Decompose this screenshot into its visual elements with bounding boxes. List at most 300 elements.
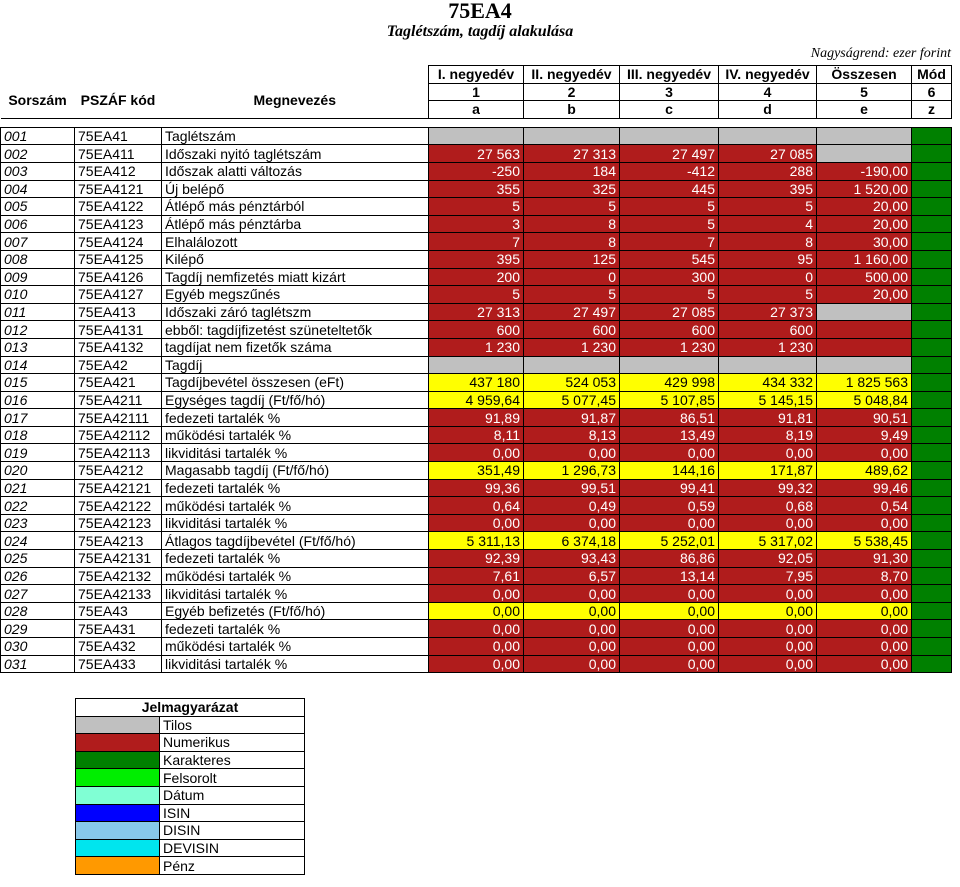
row-number: 027 [1, 585, 75, 603]
value-cell[interactable]: 0,00 [719, 638, 817, 656]
table-row [1, 655, 952, 673]
mode-cell[interactable] [912, 409, 952, 427]
mode-cell[interactable] [912, 532, 952, 550]
table-row [1, 145, 952, 163]
row-name: működési tartalék % [162, 567, 429, 585]
col-header-q2: II. negyedév [524, 66, 620, 84]
row-code: 75EA4211 [75, 391, 162, 409]
value-cell[interactable]: 0,00 [719, 444, 817, 462]
row-name: Új belépő [162, 180, 429, 198]
value-cell[interactable]: 0,00 [620, 620, 719, 638]
table-row [1, 127, 952, 145]
value-cell[interactable] [817, 321, 912, 339]
mode-cell[interactable] [912, 268, 952, 286]
value-cell[interactable]: 0,00 [620, 585, 719, 603]
value-cell[interactable]: 489,62 [817, 462, 912, 480]
legend-label: Numerikus [160, 734, 305, 752]
value-cell[interactable]: 1 520,00 [817, 180, 912, 198]
row-name: fedezeti tartalék % [162, 409, 429, 427]
value-cell [429, 356, 524, 374]
row-code: 75EA4124 [75, 233, 162, 251]
row-number: 019 [1, 444, 75, 462]
value-cell [817, 303, 912, 321]
mode-cell[interactable] [912, 655, 952, 673]
table-row [1, 233, 952, 251]
value-cell[interactable]: 27 085 [719, 145, 817, 163]
value-cell[interactable]: 0,00 [524, 514, 620, 532]
value-cell [620, 127, 719, 145]
value-cell[interactable]: 5 [620, 286, 719, 304]
row-code: 75EA42112 [75, 426, 162, 444]
mode-cell[interactable] [912, 321, 952, 339]
value-cell[interactable]: 5 [620, 215, 719, 233]
value-cell[interactable]: 4 [719, 215, 817, 233]
value-cell[interactable]: 92,05 [719, 550, 817, 568]
value-cell[interactable]: 500,00 [817, 268, 912, 286]
value-cell[interactable]: -190,00 [817, 162, 912, 180]
mode-cell[interactable] [912, 180, 952, 198]
row-number: 014 [1, 356, 75, 374]
mode-cell[interactable] [912, 233, 952, 251]
value-cell[interactable]: -412 [620, 162, 719, 180]
row-code: 75EA421 [75, 374, 162, 392]
value-cell[interactable]: 27 497 [620, 145, 719, 163]
row-number: 018 [1, 426, 75, 444]
value-cell[interactable]: 184 [524, 162, 620, 180]
mode-cell[interactable] [912, 250, 952, 268]
col-number: 6 [912, 83, 952, 101]
row-number: 020 [1, 462, 75, 480]
value-cell[interactable]: 5 107,85 [620, 391, 719, 409]
value-cell[interactable]: 91,30 [817, 550, 912, 568]
table-row [1, 250, 952, 268]
row-number: 009 [1, 268, 75, 286]
value-cell[interactable]: 5 [620, 198, 719, 216]
value-cell[interactable]: 1 230 [429, 338, 524, 356]
row-name: Magasabb tagdíj (Ft/fő/hó) [162, 462, 429, 480]
mode-cell[interactable] [912, 497, 952, 515]
value-cell[interactable]: 91,81 [719, 409, 817, 427]
value-cell[interactable]: 0,00 [524, 655, 620, 673]
mode-cell[interactable] [912, 127, 952, 145]
value-cell[interactable]: 7 [620, 233, 719, 251]
value-cell[interactable]: 20,00 [817, 215, 912, 233]
mode-cell[interactable] [912, 550, 952, 568]
row-code: 75EA42 [75, 356, 162, 374]
row-number: 030 [1, 638, 75, 656]
col-number: 1 [429, 83, 524, 101]
value-cell[interactable]: 200 [429, 268, 524, 286]
value-cell[interactable]: 4 959,64 [429, 391, 524, 409]
legend-item [76, 751, 305, 769]
value-cell[interactable]: 0,00 [817, 585, 912, 603]
legend-swatch [76, 804, 160, 822]
col-header-row-no: Sorszám [1, 83, 75, 118]
value-cell[interactable]: 0,00 [817, 602, 912, 620]
value-cell[interactable]: 3 [429, 215, 524, 233]
value-cell[interactable]: 27 313 [524, 145, 620, 163]
value-cell[interactable]: 288 [719, 162, 817, 180]
table-row [1, 602, 952, 620]
row-number: 007 [1, 233, 75, 251]
value-cell[interactable]: 0,00 [620, 638, 719, 656]
col-letter: d [719, 101, 817, 119]
value-cell[interactable]: 5 077,45 [524, 391, 620, 409]
value-cell[interactable]: 600 [719, 321, 817, 339]
value-cell[interactable]: 27 497 [524, 303, 620, 321]
row-code: 75EA4131 [75, 321, 162, 339]
value-cell[interactable]: 5 [524, 198, 620, 216]
value-cell[interactable]: 545 [620, 250, 719, 268]
row-name: Időszaki záró taglétszm [162, 303, 429, 321]
row-code: 75EA42133 [75, 585, 162, 603]
value-cell[interactable]: 13,14 [620, 567, 719, 585]
value-cell[interactable]: 9,49 [817, 426, 912, 444]
value-cell[interactable]: 125 [524, 250, 620, 268]
row-code: 75EA42131 [75, 550, 162, 568]
value-cell[interactable]: 20,00 [817, 198, 912, 216]
row-number: 012 [1, 321, 75, 339]
table-row [1, 162, 952, 180]
unit-note: Nagyságrend: ezer forint [810, 46, 951, 61]
value-cell[interactable]: 429 998 [620, 374, 719, 392]
value-cell[interactable]: 355 [429, 180, 524, 198]
table-row [1, 620, 952, 638]
row-name: Tagdíjbevétel összesen (eFt) [162, 374, 429, 392]
value-cell[interactable]: 445 [620, 180, 719, 198]
mode-cell[interactable] [912, 162, 952, 180]
value-cell[interactable]: 92,39 [429, 550, 524, 568]
value-cell[interactable]: 1 160,00 [817, 250, 912, 268]
value-cell[interactable]: 0,00 [429, 602, 524, 620]
page-subtitle: Taglétszám, tagdíj alakulása [386, 23, 574, 40]
value-cell [524, 127, 620, 145]
value-cell [719, 356, 817, 374]
legend-label: ISIN [160, 804, 305, 822]
value-cell[interactable]: 1 230 [524, 338, 620, 356]
legend-label: Dátum [160, 786, 305, 804]
mode-cell[interactable] [912, 426, 952, 444]
value-cell[interactable]: 5 311,13 [429, 532, 524, 550]
value-cell[interactable]: 0,54 [817, 497, 912, 515]
row-code: 75EA42122 [75, 497, 162, 515]
value-cell[interactable]: 524 053 [524, 374, 620, 392]
value-cell[interactable]: 8,19 [719, 426, 817, 444]
value-cell[interactable]: 325 [524, 180, 620, 198]
value-cell[interactable]: 27 313 [429, 303, 524, 321]
value-cell [524, 356, 620, 374]
value-cell[interactable]: 86,86 [620, 550, 719, 568]
row-code: 75EA413 [75, 303, 162, 321]
value-cell[interactable]: 99,46 [817, 479, 912, 497]
value-cell[interactable]: 99,32 [719, 479, 817, 497]
header-row-quarters [1, 66, 952, 84]
value-cell[interactable]: 5 048,84 [817, 391, 912, 409]
value-cell[interactable]: 7 [429, 233, 524, 251]
table-row [1, 391, 952, 409]
value-cell[interactable]: 7,95 [719, 567, 817, 585]
col-header-total: Összesen [817, 66, 912, 84]
row-name: Kilépő [162, 250, 429, 268]
col-number: 2 [524, 83, 620, 101]
col-header-q1: I. negyedév [429, 66, 524, 84]
value-cell[interactable]: 0,00 [719, 514, 817, 532]
row-name: likviditási tartalék % [162, 444, 429, 462]
row-code: 75EA432 [75, 638, 162, 656]
value-cell[interactable]: 0,49 [524, 497, 620, 515]
value-cell[interactable]: 171,87 [719, 462, 817, 480]
row-code: 75EA433 [75, 655, 162, 673]
value-cell[interactable]: 600 [620, 321, 719, 339]
value-cell[interactable]: 0,00 [719, 620, 817, 638]
value-cell[interactable]: 0,00 [620, 655, 719, 673]
value-cell[interactable]: 5 317,02 [719, 532, 817, 550]
value-cell[interactable]: 27 373 [719, 303, 817, 321]
row-code: 75EA42123 [75, 514, 162, 532]
legend-swatch [76, 751, 160, 769]
mode-cell[interactable] [912, 356, 952, 374]
value-cell [620, 356, 719, 374]
mode-cell[interactable] [912, 620, 952, 638]
table-row [1, 215, 952, 233]
col-number: 3 [620, 83, 719, 101]
value-cell[interactable] [817, 338, 912, 356]
row-number: 021 [1, 479, 75, 497]
value-cell[interactable]: 5 252,01 [620, 532, 719, 550]
row-number: 022 [1, 497, 75, 515]
value-cell[interactable]: 27 563 [429, 145, 524, 163]
value-cell[interactable]: 0,00 [429, 585, 524, 603]
value-cell[interactable]: 300 [620, 268, 719, 286]
value-cell[interactable]: 27 085 [620, 303, 719, 321]
col-number: 5 [817, 83, 912, 101]
mode-cell[interactable] [912, 145, 952, 163]
value-cell[interactable]: 13,49 [620, 426, 719, 444]
row-number: 010 [1, 286, 75, 304]
legend-label: Pénz [160, 857, 305, 875]
row-number: 003 [1, 162, 75, 180]
value-cell[interactable]: 7,61 [429, 567, 524, 585]
value-cell[interactable]: 99,36 [429, 479, 524, 497]
value-cell[interactable]: 0,00 [719, 602, 817, 620]
row-number: 017 [1, 409, 75, 427]
value-cell[interactable]: 93,43 [524, 550, 620, 568]
row-name: likviditási tartalék % [162, 514, 429, 532]
col-number: 4 [719, 83, 817, 101]
value-cell[interactable]: 0,00 [620, 602, 719, 620]
row-name: fedezeti tartalék % [162, 620, 429, 638]
value-cell[interactable]: 0,00 [429, 620, 524, 638]
value-cell[interactable]: 91,89 [429, 409, 524, 427]
value-cell[interactable]: 0,00 [817, 655, 912, 673]
value-cell[interactable]: 1 825 563 [817, 374, 912, 392]
value-cell[interactable]: 5 [429, 286, 524, 304]
row-name: Tagdíj [162, 356, 429, 374]
mode-cell[interactable] [912, 338, 952, 356]
value-cell[interactable]: 0,00 [620, 444, 719, 462]
value-cell[interactable]: 0 [719, 268, 817, 286]
value-cell[interactable]: 0 [524, 268, 620, 286]
value-cell[interactable]: 91,87 [524, 409, 620, 427]
value-cell[interactable]: 1 230 [719, 338, 817, 356]
row-name: fedezeti tartalék % [162, 479, 429, 497]
value-cell[interactable]: 5 [719, 198, 817, 216]
row-name: Egyéb befizetés (Ft/fő/hó) [162, 602, 429, 620]
row-number: 026 [1, 567, 75, 585]
legend-item [76, 734, 305, 752]
value-cell[interactable]: 0,00 [524, 585, 620, 603]
row-code: 75EA42111 [75, 409, 162, 427]
value-cell[interactable]: 8 [524, 233, 620, 251]
value-cell[interactable]: 99,51 [524, 479, 620, 497]
value-cell[interactable]: 8,11 [429, 426, 524, 444]
row-code: 75EA4213 [75, 532, 162, 550]
value-cell[interactable]: 437 180 [429, 374, 524, 392]
value-cell[interactable]: 351,49 [429, 462, 524, 480]
value-cell[interactable]: 20,00 [817, 286, 912, 304]
value-cell[interactable]: 0,00 [817, 620, 912, 638]
col-letter: b [524, 101, 620, 119]
mode-cell[interactable] [912, 567, 952, 585]
header-gap [1, 118, 952, 127]
row-number: 006 [1, 215, 75, 233]
value-cell[interactable]: 0,00 [429, 655, 524, 673]
row-code: 75EA4122 [75, 198, 162, 216]
value-cell[interactable]: 144,16 [620, 462, 719, 480]
table-row [1, 585, 952, 603]
value-cell[interactable]: 0,00 [719, 655, 817, 673]
table-row [1, 338, 952, 356]
value-cell[interactable]: 395 [719, 180, 817, 198]
row-number: 005 [1, 198, 75, 216]
row-number: 023 [1, 514, 75, 532]
value-cell[interactable]: 0,59 [620, 497, 719, 515]
row-code: 75EA4121 [75, 180, 162, 198]
value-cell[interactable]: 30,00 [817, 233, 912, 251]
row-number: 025 [1, 550, 75, 568]
legend-label: Tilos [160, 716, 305, 734]
table-row [1, 532, 952, 550]
table-row [1, 198, 952, 216]
value-cell[interactable]: 5 [524, 286, 620, 304]
value-cell[interactable]: 6,57 [524, 567, 620, 585]
value-cell[interactable]: 8,13 [524, 426, 620, 444]
row-number: 024 [1, 532, 75, 550]
value-cell [817, 356, 912, 374]
value-cell[interactable]: 0,00 [429, 444, 524, 462]
value-cell[interactable]: 5 [429, 198, 524, 216]
value-cell[interactable]: 0,00 [817, 638, 912, 656]
value-cell[interactable]: 5 538,45 [817, 532, 912, 550]
value-cell[interactable]: 1 296,73 [524, 462, 620, 480]
row-code: 75EA412 [75, 162, 162, 180]
value-cell [719, 127, 817, 145]
mode-cell[interactable] [912, 198, 952, 216]
row-code: 75EA4127 [75, 286, 162, 304]
row-number: 008 [1, 250, 75, 268]
value-cell[interactable]: 0,00 [524, 444, 620, 462]
value-cell[interactable]: 0,00 [429, 638, 524, 656]
data-table [0, 65, 952, 673]
mode-cell[interactable] [912, 303, 952, 321]
legend-swatch [76, 769, 160, 787]
table-row [1, 550, 952, 568]
value-cell[interactable]: 86,51 [620, 409, 719, 427]
value-cell[interactable]: 95 [719, 250, 817, 268]
value-cell[interactable]: 434 332 [719, 374, 817, 392]
table-row [1, 356, 952, 374]
mode-cell[interactable] [912, 585, 952, 603]
row-number: 011 [1, 303, 75, 321]
legend-table [75, 698, 305, 875]
row-code: 75EA42121 [75, 479, 162, 497]
value-cell[interactable]: -250 [429, 162, 524, 180]
value-cell[interactable]: 8 [719, 233, 817, 251]
mode-cell[interactable] [912, 514, 952, 532]
value-cell[interactable]: 0,00 [719, 585, 817, 603]
row-name: Elhalálozott [162, 233, 429, 251]
value-cell[interactable]: 0,64 [429, 497, 524, 515]
row-name: Tagdíj nemfizetés miatt kizárt [162, 268, 429, 286]
row-number: 001 [1, 127, 75, 145]
value-cell[interactable]: 0,00 [524, 638, 620, 656]
mode-cell[interactable] [912, 479, 952, 497]
row-number: 031 [1, 655, 75, 673]
value-cell[interactable]: 0,00 [429, 514, 524, 532]
mode-cell[interactable] [912, 638, 952, 656]
value-cell[interactable]: 0,00 [817, 444, 912, 462]
value-cell[interactable]: 90,51 [817, 409, 912, 427]
col-header-mode: Mód [912, 66, 952, 84]
row-number: 002 [1, 145, 75, 163]
value-cell[interactable]: 99,41 [620, 479, 719, 497]
legend-item [76, 804, 305, 822]
table-row [1, 268, 952, 286]
value-cell[interactable]: 0,68 [719, 497, 817, 515]
value-cell[interactable]: 1 230 [620, 338, 719, 356]
value-cell[interactable]: 5 145,15 [719, 391, 817, 409]
mode-cell[interactable] [912, 286, 952, 304]
value-cell[interactable]: 395 [429, 250, 524, 268]
legend-item [76, 822, 305, 840]
value-cell[interactable]: 0,00 [524, 620, 620, 638]
value-cell[interactable]: 8,70 [817, 567, 912, 585]
table-row [1, 497, 952, 515]
row-code: 75EA41 [75, 127, 162, 145]
mode-cell[interactable] [912, 391, 952, 409]
page-title: 75EA4 [448, 0, 512, 23]
mode-cell[interactable] [912, 374, 952, 392]
mode-cell[interactable] [912, 215, 952, 233]
row-name: Időszaki nyitó taglétszám [162, 145, 429, 163]
table-row [1, 321, 952, 339]
row-name: Egységes tagdíj (Ft/fő/hó) [162, 391, 429, 409]
row-code: 75EA4125 [75, 250, 162, 268]
value-cell[interactable]: 8 [524, 215, 620, 233]
value-cell[interactable]: 0,00 [817, 514, 912, 532]
legend-swatch [76, 839, 160, 857]
mode-cell[interactable] [912, 444, 952, 462]
value-cell[interactable]: 6 374,18 [524, 532, 620, 550]
mode-cell[interactable] [912, 602, 952, 620]
value-cell[interactable]: 600 [524, 321, 620, 339]
value-cell[interactable]: 0,00 [620, 514, 719, 532]
value-cell[interactable]: 600 [429, 321, 524, 339]
value-cell[interactable]: 5 [719, 286, 817, 304]
value-cell[interactable]: 0,00 [524, 602, 620, 620]
legend-label: Felsorolt [160, 769, 305, 787]
mode-cell[interactable] [912, 462, 952, 480]
